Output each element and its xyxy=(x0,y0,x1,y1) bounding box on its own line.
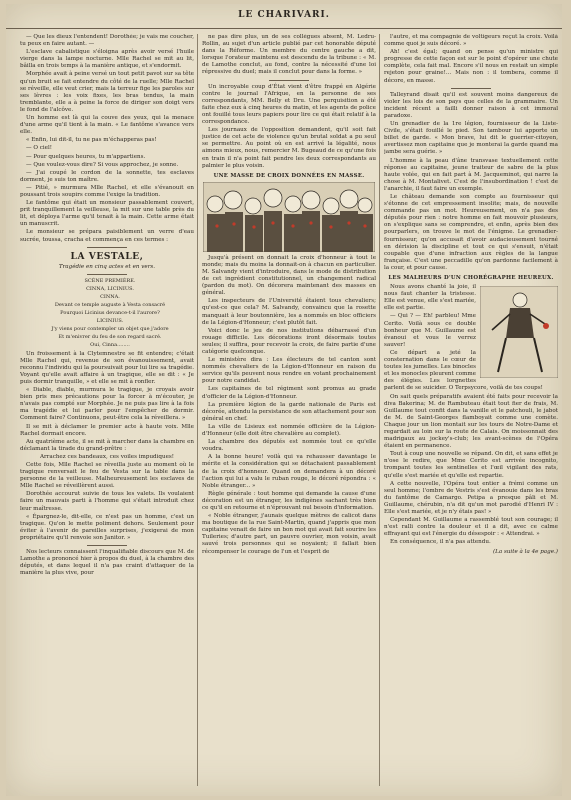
play-title: LA VESTALE, xyxy=(70,251,144,262)
paragraph: A la bonne heure! voilà qui va rehausser davantage le mérite et la considération qui se détachaient passablement de la croix d'honneur. Quand on demandera à un décoré l'action qui lui a valu le ruban rouge, le décoré répondra : « Noble étranger... » xyxy=(202,454,376,489)
crowd-illustration xyxy=(203,182,375,252)
scene-line: Pourquoi Licinius devance-t-il l'aurore? xyxy=(60,310,160,317)
divider xyxy=(87,247,127,248)
column-3 xyxy=(384,34,558,786)
paragraph: Il se mit à déclamer le premier acte à haute voix. Mlle Rachel dormait encore. xyxy=(20,423,194,437)
paragraph: — Qui ? — Eh! parbleu! Mme Cerito. Voilà sous ce double bonheur que M. Guillaume est évanoui et vous le verrez sauver! xyxy=(384,313,476,348)
column-divider xyxy=(379,34,380,786)
divider xyxy=(269,80,309,81)
illustration-caption: UNE MASSE DE CROIX DONNÉES EN MASSE. xyxy=(213,172,365,179)
paragraph: Tout à coup une nouvelle se répand. On dit, et sans effet je n'ose le redire, que Mme Cerito est arrivée incognito, trompant toutes les sentinelles et l'œil vigilant des rats, qu'elle s'est mariée et qu'elle est repartie. xyxy=(384,451,558,479)
paragraph: La chambre des députés est nommée tout ce qu'elle voudra. xyxy=(202,439,376,453)
paragraph: — Que voulez-vous dire? Si vous approchez, je sonne. xyxy=(26,161,179,168)
paragraph: « Noble étranger, j'aunais quelque mètres de calicot dans ma boutique de la rue Saint-Martin, quand j'appris que mon capitaine venait de faire un bon mot qui avait fait sourire les Tuileries; d'autre part, un pauvre ouvrier, mon voisin, avait sauvé trois personnes qui se noyaient; il fallait bien récompenser le courage de l'un et l'esprit de xyxy=(202,513,376,555)
paragraph: L'esclave cabalistique s'éloigna après avoir versé l'huile vierge dans la lampe nocturne. Mlle Rachel se mit au lit, bâilla en trois temps à la manière antique, et s'endormit. xyxy=(20,49,194,70)
divider xyxy=(87,274,127,275)
paragraph: « Épargnez-le, dit-elle, ce n'est pas un homme, c'est un tragique. Qu'on le mette poliment dehors. Seulement pour éviter à l'avenir de pareilles surprises, j'exigerai de mon propriétaire qu'il renvoie son Janitor. » xyxy=(20,513,194,541)
newspaper-page xyxy=(6,4,562,796)
paragraph: Cette fois, Mlle Rachel se réveilla juste au moment où le tragique renversait le feu de Vesta sur la table dans la personne de la veilleuse. Malheureusement les esclaves de Mlle Rachel se réveillèrent aussi. xyxy=(20,461,194,490)
column-divider xyxy=(197,34,198,786)
paragraph: La première légion de la garde nationale de Paris est décorée, attendu la persistance de son attachement pour son général en chef. xyxy=(202,401,376,422)
scene-title: SCÈNE PREMIÈRE. xyxy=(84,277,136,284)
paragraph: Cependant M. Guillaume a rassemblé tout son courage; il n'est ralli contre la douleur et il a dit, avec ce calme effrayant qui est l'énergie du désespoir : « Attendrai. » xyxy=(384,517,558,538)
column-2 xyxy=(202,34,376,786)
paragraph: Le monsieur se prépara paisiblement un verre d'eau sucrée, toussa, cracha et commença en ces termes : xyxy=(20,229,194,243)
paragraph: En conséquence, il n'a pas attendu. xyxy=(390,539,491,546)
paragraph: Les journaux de l'opposition demandent, qu'il soit fait justice de cet acte de violence qu'un brutal soldat a pu seul se permettre. Au point où en est arrivé la légalité, nous aimons mieux, nous, remercier M. Bugeaud de ce qu'une fois en train il n'a point fait pendre les deux correspondants au palmier le plus voisin. xyxy=(202,127,376,169)
paragraph: Un homme est là qui la couve des yeux, qui la menace d'une arme qu'il tient à la main. « Le fantôme s'avance vers elle. xyxy=(20,115,194,136)
paragraph: « Enfin, lui dit-il, tu ne pas m'échapperas pas! xyxy=(26,137,157,144)
masthead: LE CHARIVARI. xyxy=(6,10,562,29)
paragraph: « Diable, diable, murmura le tragique, je croyais avoir bien pris mes précautions pour la forcer à m'écouter, je n'avais pas compté sur Morphée. Je ne puis pas lire à la fois ma tragédie et lui parler pour l'empêcher de dormir. Comment faire? Continuons, peut-être cela la réveillera. » xyxy=(20,387,194,422)
paragraph: Jusqu'à présent on donnait la croix d'honneur à tout le monde; mais du moins la donnait-on à chacun en particulier. M. Salvandy vient d'introduire, dans le mode de distribution de cet ingrédient constitutionnel, un changement radical (pardon du mot). On décorera maintenant des masses en général. xyxy=(202,254,376,297)
scene-line: Devant ce temple auguste à Vesta consacré xyxy=(54,302,166,308)
scene-line: LICINIUS. xyxy=(96,318,124,325)
paragraph: Les capitaines de tel régiment sont promus au grade d'officier de la Légion-d'Honneur. xyxy=(202,386,376,400)
paragraph: Le ministère dira : Les électeurs de tel canton sont nommés chevaliers de la Légion-d'Honneur en raison du service qu'ils peuvent nous rendre en votant prochainement pour notre candidat. xyxy=(202,357,376,385)
paragraph: Nous avons chanté la joie, il nous faut chanter la tristesse. Elle est venue, elle s'est mariée, elle est partie. xyxy=(384,284,476,312)
illustration-caption: LES MALHEURS D'UN CHORÉGRAPHE HEUREUX. xyxy=(388,275,554,281)
scene-line: Et m'enivrer du feu de son regard sacré. xyxy=(58,334,162,341)
paragraph: — J'ai coupé le cordon de la sonnette, tes esclaves dorment, je suis ton maître. xyxy=(20,169,194,183)
paragraph: Dorothée accourut suivie de tous les valets. Ils voulaient faire un mauvais parti à l'homme qui s'était introduit chez leur maîtresse. xyxy=(20,491,194,512)
paragraph: La ville de Lisieux est nommée officière de la Légion-d'Honneur (elle doit être chevalière au complet). xyxy=(202,423,376,438)
paragraph: Ce départ a jeté la consternation dans le cœur de toutes les jumelles. Les binocles et les monocles pleurent comme des élégies. Les lorgnettes parlent de se suicider. O Terpsycore, voilà de tes coups! xyxy=(384,349,543,392)
paragraph: Voici donc le jeu de nos institutions débarrassé d'un rouage difficile. Les décorations iront désormais toutes seules; il suffira, pour recevoir la croix, de faire partie d'une catégorie quelconque. xyxy=(202,327,376,355)
paragraph: — Pitié, » murmura Mlle Rachel, et elle s'évanouit en poussant trois soupirs comme l'exige la tradition. xyxy=(20,184,194,198)
paragraph: Morphée avait à peine versé un tout petit pavot sur sa tête qu'un bruit se fait entendre du côté de la ruelle; Mlle Rachel se réveille, elle veut crier, mais la terreur fige les paroles sur ses lèvres : les voix fixes, les bras tendus, la main tremblante, elle a à peine la force de diriger son doigt vers le fond de l'alcôve. xyxy=(20,71,194,113)
paragraph: Nos lecteurs connaissent l'inqualifiable discours que M. de Lamothe a prononcé hier à propos du duel, à la chambre des députés, et dans lequel il n'a pas craint d'attaquer de la manière la plus vive, pour xyxy=(20,549,194,577)
paragraph: Talleyrand disait qu'il est souvent moins dangereux de violer les lois de son pays que celles de la grammaire. Un incident récent a failli donner raison à cet immoral paradoxe. xyxy=(384,91,558,119)
column-1 xyxy=(20,34,194,786)
play-subtitle: Tragédie en cinq actes et en vers. xyxy=(58,263,156,270)
paragraph: Au quatrième acte, il se mit à marcher dans la chambre en déclamant la tirade du grand-prêtre : xyxy=(20,438,194,452)
paragraph: Un froissement à la Clytemnestre se fit entendre; c'était Mlle Rachel qui, revenue de son évanouissement, avait reconnu l'individu qui la poursuivait pour lui lire sa tragédie. Voyant qu'elle avait affaire à un tragique, elle se dit : « Je puis dormir tranquille, » et elle se mit à ronfler. xyxy=(20,350,194,385)
paragraph: Un grenadier de la 1re légion, fournisseur de la Liste-Civile, s'était fouillé le pied. Son tambour lui apporte un billet de garde. « Mon brave, lui dit le guerrier-citoyen, avertissez mon capitaine que je monterai la garde quand ma jambe sera guérie. » xyxy=(384,121,558,156)
divider xyxy=(451,88,491,89)
paragraph: ne pas dire plus, un de ses collègues absent, M. Ledru-Rollin, au sujet d'un article publié par cet honorable député dans la Réforme. Un membre du centre gauche a dit, lorsque l'orateur maintenu est descendu de la tribune : « M. de Lamothe conclut, au fond, contre la nécessité d'une loi répressive du duel; mais il conclut pour dans la forme. » xyxy=(202,34,376,76)
scene-line: CINNA. xyxy=(100,293,120,300)
paragraph: Le château demande son compte au fournisseur qui s'étonne de cet empressement insolite; mais, de nouvelle commande pas un mot. Heureusement, on n'a pas des députés pour rien : notre homme en fait mouvoir plusieurs, on s'explique sans se comprendre, et enfin, après bien des pourparlers, on trouve le mot de l'énigme. Le grenadier-fournisseur, qu'on accusait d'avoir audacieusement tourné en dérision la discipline et tout ce qui s'ensuit, n'était coupable que d'une infraction aux règles de la langue française. C'est une peccadille qu'on pardonne facilement à la cour, et pour cause. xyxy=(384,193,558,271)
paragraph: Règle générale : tout homme qui demande la cause d'une décoration est un étranger, les indigènes sachant très bien ce qu'il en retourne et n'éprouvant nul besoin d'information. xyxy=(202,490,376,511)
scene-line: CINNA, LICINIUS. xyxy=(86,285,134,292)
paragraph: — O ciel! xyxy=(26,145,53,152)
paragraph: On sait quels préparatifs avaient été faits pour recevoir la diva Bakerina; M. de Rambuteau était tout fier de frais, M. Guillaume tout confit dans la vanille et le patchouli, le jabot de M. de Saint-Georges flamboyait comme une comète. Chaque jour un lion montait sur les tours de Notre-Dame et regardait au loin sur la route de Calais. On moissonnait des madrigaux au jockey's-club; les avant-scènes de l'Opéra étaient en permanence. xyxy=(384,393,558,450)
divider xyxy=(87,545,127,546)
paragraph: Ah! c'est égal; quand on pense qu'un ministre qui progresse de cette façon est sur le point d'opérer une chute complète, cela fait mal. Encore s'il nous en restait un simple rejeton pour graine!... Mais non : il tombera, comme il décore, en masse. xyxy=(384,49,558,84)
paragraph: Un incroyable coup d'État vient d'être frappé en Algérie contre le journal l'Afrique, en la personne de ses correspondants, MM. Belly et Dru. Une perquisition a été faite chez eux à cinq heures du matin, et les agents de police ont fouillé tous leurs papiers pour lire ce qui était relatif à la correspondance. xyxy=(202,83,376,126)
paragraph: L'homme à la peau d'âne transvase textuellement cette réponse au capitaine, jeune traiteur de sabre de la plus haute volée, qui en fait part à M. Jacqueminot, qui narre la chose à M. Montalivet. C'est de l'insubordination ! c'est de l'anarchie, il faut faire un exemple. xyxy=(384,157,558,192)
paragraph: Les inspecteurs de l'Université étaient tous chevaliers; qu'est-ce que cela? M. Salvandy, convaincu que la rosette manquait à leur boutonnière, les a nommés en bloc officiers de la Légion-d'Honneur; c'est plutôt fait. xyxy=(202,298,376,326)
paragraph: A cette nouvelle, l'Opéra tout entier a frémi comme un seul homme; l'ombre de Vestris s'est évanouie dans les bras du fantôme de Camargo. Petipa a presque pâli et M. Guillaume, chérubin, n'a dit qu'un mot parodié d'Henri IV : Elle s'est mariée, et je n'y étais pas! » xyxy=(384,480,558,515)
continuation-note: (La suite à la 4e page.) xyxy=(492,549,558,556)
dancer-illustration xyxy=(480,286,558,378)
scene-line: J'y viens pour contempler un objet que j'adore xyxy=(51,326,169,333)
paragraph: l'autre, et ma compagnie de voltigeurs reçut la croix. Voilà comme quoi je suis décoré. » xyxy=(384,34,558,48)
paragraph: Le fantôme qui était un monsieur passablement couvert, prit tranquillement la veilleuse, la mit sur une table près du lit, et déploya l'arme qu'il tenait à la main. Cette arme était un manuscrit. xyxy=(20,200,194,228)
paragraph: — Que les dieux l'entendent! Dorothée; je vais me coucher, tu peux en faire autant. — xyxy=(20,34,194,48)
scene-line: Oui, Cinna........ xyxy=(90,342,130,349)
quote-line: Arrachez ces bandeaux, ces voiles impudiques! xyxy=(39,453,175,460)
paragraph: — Pour quelques heures, tu m'appartiens. xyxy=(26,153,146,160)
